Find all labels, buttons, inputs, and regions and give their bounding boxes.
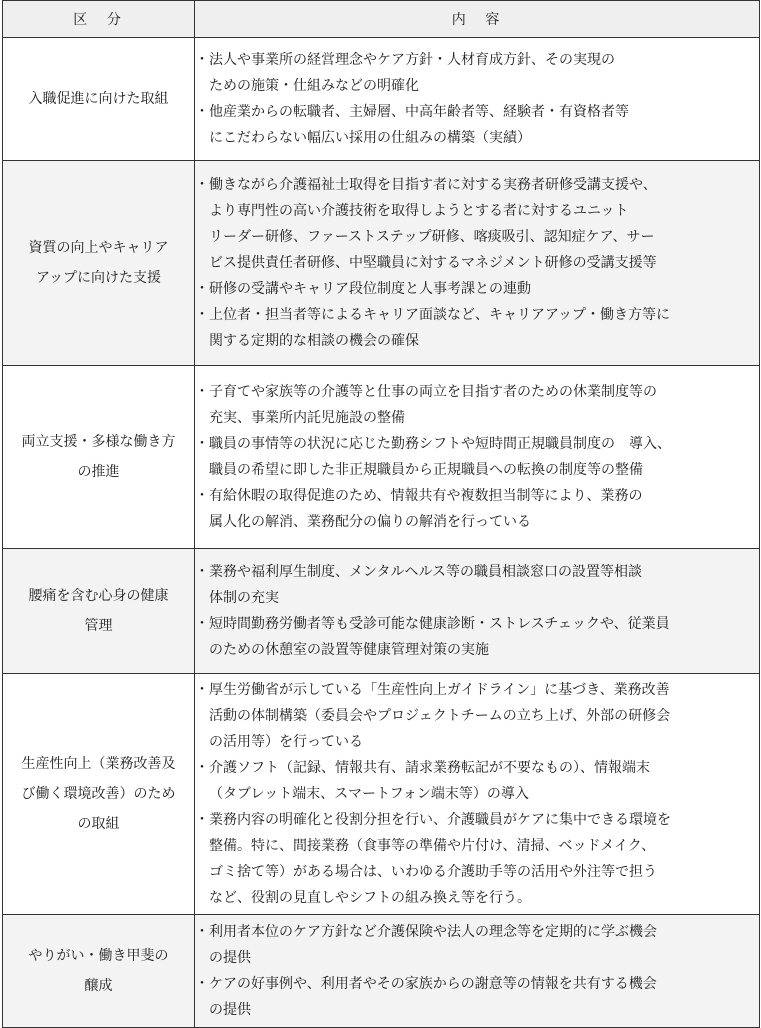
item-text-line: （タブレット端末、スマートフォン端末等）の導入 <box>209 786 529 802</box>
list-item <box>195 755 759 807</box>
category-line: 管理 <box>84 618 113 634</box>
bullet-mark: ・ <box>195 760 209 776</box>
list-item <box>195 919 759 971</box>
row-category <box>3 549 195 674</box>
item-text-line: 体制の充実 <box>209 590 279 606</box>
item-text-line: 整備。特に、間接業務（食事等の準備や片付け、清掃、ベッドメイク、 <box>209 838 656 854</box>
item-text-line: ビス提供責任者研修、中堅職員に対するマネジメント研修の受講支援等 <box>209 255 657 271</box>
table-row <box>3 38 760 161</box>
table-row <box>3 674 760 915</box>
item-text-line: より専門性の高い介護技術を取得しようとする者に対するユニット <box>209 203 629 219</box>
item-text-line: 活動の体制構築（委員会やプロジェクトチームの立ち上げ、外部の研修会 <box>209 708 671 724</box>
bullet-mark: ・ <box>195 976 209 992</box>
bullet-mark: ・ <box>195 384 209 400</box>
table-row <box>3 549 760 674</box>
category-line: 腰痛を含む心身の健康 <box>28 588 169 604</box>
list-item <box>195 677 759 755</box>
category-line: 生産性向上（業務改善及 <box>21 756 176 772</box>
item-text-line: 子育てや家族等の介護等と仕事の両立を目指す者のための休業制度等の <box>209 384 657 400</box>
bullet-mark: ・ <box>195 616 209 632</box>
row-content <box>195 38 760 161</box>
row-category <box>3 38 195 161</box>
list-item <box>195 559 759 611</box>
table-row <box>3 915 760 1028</box>
item-text-line: 職員の希望に即した非正規職員から正規職員への転換の制度等の整備 <box>209 462 643 478</box>
row-category <box>3 161 195 366</box>
list-item <box>195 172 759 276</box>
row-content <box>195 161 760 366</box>
table-row <box>3 161 760 366</box>
category-line: 資質の向上やキャリア <box>28 240 169 256</box>
bullet-mark: ・ <box>195 104 209 120</box>
list-item <box>195 431 759 483</box>
item-text-line: のための休憩室の設置等健康管理対策の実施 <box>209 642 489 658</box>
item-text-line: 法人や事業所の経営理念やケア方針・人材育成方針、その実現の <box>209 52 615 68</box>
category-line: 醸成 <box>84 978 113 994</box>
item-text-line: 業務内容の明確化と役割分担を行い、介護職員がケアに集中できる環境を <box>209 812 671 828</box>
bullet-mark: ・ <box>195 812 209 828</box>
item-text-line: の提供 <box>209 950 251 966</box>
category-line: の推進 <box>77 464 120 480</box>
item-text-line: ための施策・仕組みなどの明確化 <box>209 78 419 94</box>
item-text-line: 働きながら介護福祉士取得を目指す者に対する実務者研修受講支援や、 <box>209 177 657 193</box>
row-content <box>195 915 760 1028</box>
category-line: やりがい・働き甲斐の <box>28 948 169 964</box>
row-category <box>3 915 195 1028</box>
category-line: の取組 <box>77 816 120 832</box>
list-item <box>195 302 759 354</box>
bullet-mark: ・ <box>195 436 209 452</box>
item-text-line: 属人化の解消、業務配分の偏りの解消を行っている <box>209 514 531 530</box>
row-category <box>3 674 195 915</box>
list-item <box>195 379 759 431</box>
item-text-line: 介護ソフト（記録、情報共有、請求業務転記が不要なもの）、情報端末 <box>209 760 650 776</box>
item-text-line: 研修の受講やキャリア段位制度と人事考課との連動 <box>209 281 531 297</box>
item-text-line: 他産業からの転職者、主婦層、中高年齢者等、経験者・有資格者等 <box>209 104 629 120</box>
item-text-line: 有給休暇の取得促進のため、情報共有や複数担当制等により、業務の <box>209 488 643 504</box>
list-item <box>195 47 759 99</box>
bullet-mark: ・ <box>195 682 209 698</box>
bullet-mark: ・ <box>195 564 209 580</box>
category-line: 両立支援・多様な働き方 <box>21 434 176 450</box>
bullet-mark: ・ <box>195 281 209 297</box>
category-line: 入職促進に向けた取組 <box>28 91 169 107</box>
item-text-line: ケアの好事例や、利用者やその家族からの謝意等の情報を共有する機会 <box>209 976 657 992</box>
row-content <box>195 549 760 674</box>
item-text-line: 短時間勤務労働者等も受診可能な健康診断・ストレスチェックや、従業員 <box>209 616 670 632</box>
item-text-line: 関する定期的な相談の機会の確保 <box>209 333 419 349</box>
row-content <box>195 674 760 915</box>
item-text-line: 上位者・担当者等によるキャリア面談など、キャリアアップ・働き方等に <box>209 307 671 323</box>
table-row <box>3 366 760 549</box>
item-text-line: リーダー研修、ファーストステップ研修、喀痰吸引、認知症ケア、サー <box>209 229 655 245</box>
list-item <box>195 483 759 535</box>
list-item <box>195 971 759 1023</box>
item-text-line: の提供 <box>209 1002 251 1018</box>
item-text-line: の活用等）を行っている <box>209 734 363 750</box>
bullet-mark: ・ <box>195 924 209 940</box>
item-text-line: 厚生労働省が示している「生産性向上ガイドライン」に基づき、業務改善 <box>209 682 670 698</box>
item-text-line: にこだわらない幅広い採用の仕組みの構築（実績） <box>209 130 531 146</box>
item-text-line: 利用者本位のケア方針など介護保険や法人の理念等を定期的に学ぶ機会 <box>209 924 657 940</box>
bullet-mark: ・ <box>195 307 209 323</box>
list-item <box>195 611 759 663</box>
list-item <box>195 99 759 151</box>
row-content <box>195 366 760 549</box>
category-line: び働く環境改善）のため <box>21 786 176 802</box>
item-text-line: など、役割の見直しやシフトの組み換え等を行う。 <box>209 890 531 906</box>
bullet-mark: ・ <box>195 177 209 193</box>
bullet-mark: ・ <box>195 488 209 504</box>
item-text-line: 職員の事情等の状況に応じた勤務シフトや短時間正規職員制度の 導入、 <box>209 436 671 452</box>
table-header-row <box>3 1 760 38</box>
category-line: アップに向けた支援 <box>35 270 162 286</box>
list-item <box>195 807 759 911</box>
item-text-line: ゴミ捨て等）がある場合は、いわゆる介護助手等の活用や外注等で担う <box>209 864 657 880</box>
header-category: 区 分 <box>3 1 195 38</box>
row-category <box>3 366 195 549</box>
header-content: 内 容 <box>195 1 760 38</box>
item-text-line: 充実、事業所内託児施設の整備 <box>209 410 405 426</box>
list-item <box>195 276 759 302</box>
bullet-mark: ・ <box>195 52 209 68</box>
item-text-line: 業務や福利厚生制度、メンタルヘルス等の職員相談窓口の設置等相談 <box>209 564 643 580</box>
measures-table <box>2 0 760 1028</box>
